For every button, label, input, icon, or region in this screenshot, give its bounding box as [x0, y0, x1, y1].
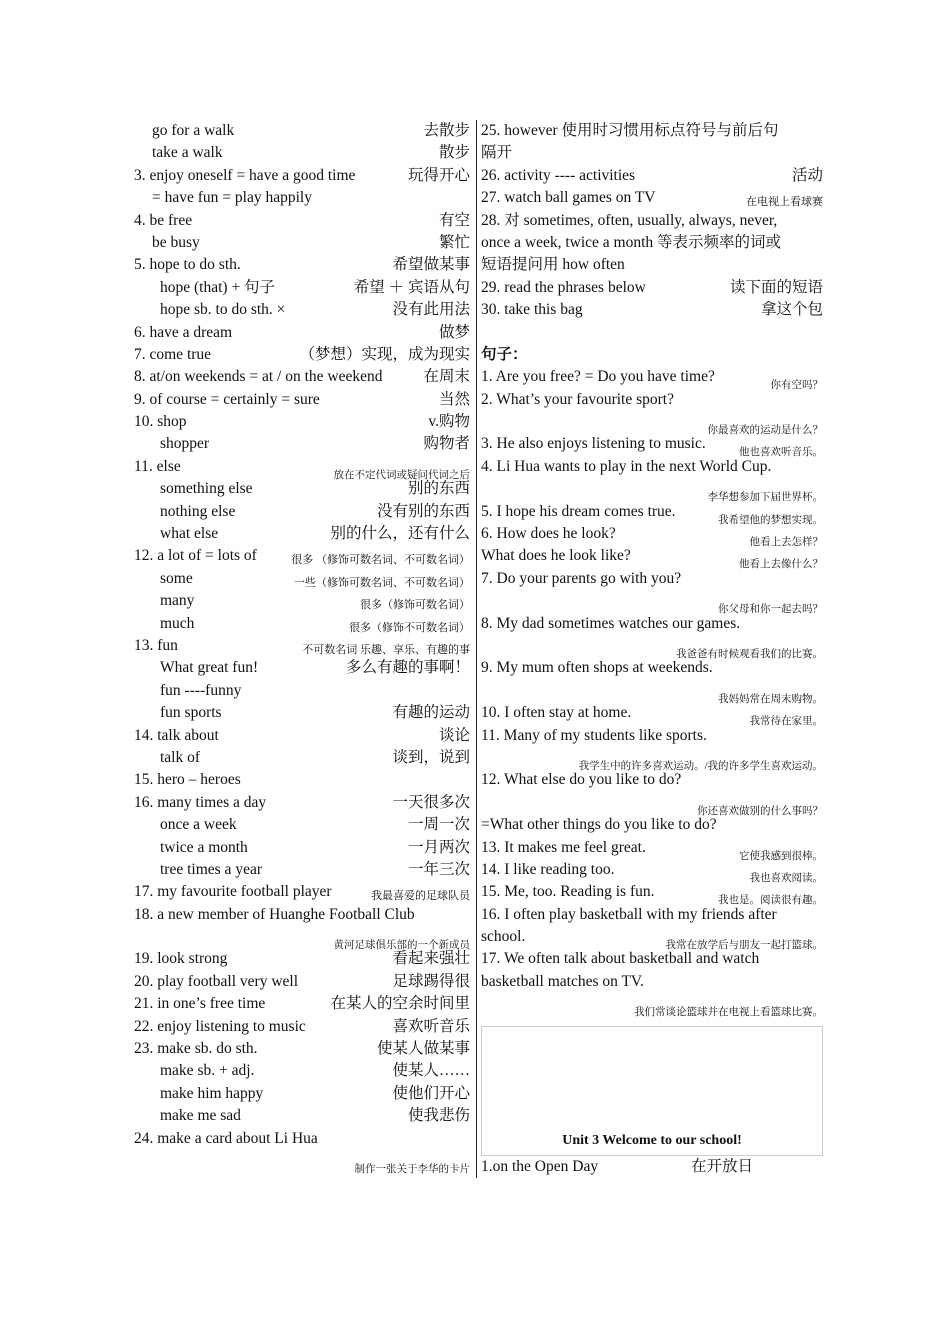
left-zh-text: 谈到，说到: [392, 748, 470, 766]
left-row: [134, 814, 470, 836]
left-row: [134, 344, 470, 366]
left-en-text: some: [160, 569, 193, 587]
left-en-text: 16. many times a day: [134, 793, 267, 811]
right-row: [481, 232, 823, 254]
left-en-text: twice a month: [160, 838, 248, 856]
right-en-text: 4. Li Hua wants to play in the next World Cup.: [481, 457, 772, 475]
right-zh-text: 我希望他的梦想实现。: [718, 514, 823, 526]
right-en-text: 6. How does he look?: [481, 525, 616, 543]
unit-title: Unit 3 Welcome to our school!: [562, 1132, 742, 1148]
left-en-text: 14. talk about: [134, 726, 219, 744]
left-zh-text: 做梦: [438, 323, 470, 341]
left-en-text: once a week: [160, 816, 237, 834]
left-en-text: make me sad: [160, 1107, 241, 1125]
right-zh-text: 你最喜欢的运动是什么？: [707, 425, 823, 437]
left-row: [134, 881, 470, 903]
left-en-text: 4. be free: [134, 211, 193, 229]
right-row: [481, 613, 823, 635]
left-zh-text: 看起来强壮: [392, 950, 470, 968]
left-row: [134, 657, 470, 679]
right-row: [481, 366, 823, 392]
left-zh-text: 没有此用法: [392, 301, 470, 319]
left-zh-text: （梦想）实现，成为现实: [299, 345, 470, 363]
left-zh-text: 制作一张关于李华的卡片: [354, 1163, 470, 1175]
right-row: [481, 210, 823, 232]
right-row: [481, 881, 823, 907]
left-row: [134, 254, 470, 276]
right-row: [481, 702, 823, 728]
right-zh-text: 它使我感到很棒。: [739, 850, 823, 862]
right-zh-text: 在电视上看球赛: [746, 196, 823, 209]
right-en-text: 隔开: [481, 144, 513, 162]
left-en-text: 8. at/on weekends = at / on the weekend: [134, 368, 383, 386]
right-en-text: basketball matches on TV.: [481, 972, 645, 990]
right-zh-text: 你有空吗？: [770, 380, 823, 392]
left-zh-text: 很多（修饰可数名词）: [360, 599, 470, 612]
left-en-text: 12. a lot of = lots of: [134, 547, 257, 565]
left-row: [134, 1083, 470, 1105]
left-en-text: something else: [160, 480, 253, 498]
left-en-text: 24. make a card about Li Hua: [134, 1129, 318, 1147]
left-zh-text: 有趣的运动: [392, 704, 470, 722]
left-en-text: make him happy: [160, 1084, 264, 1102]
right-zh-text: 你还喜欢做别的什么事吗？: [697, 805, 823, 817]
right-en-text: 16. I often play basketball with my friends after: [481, 905, 777, 923]
right-zh-text: 我学生中的许多喜欢运动。/我的许多学生喜欢运动。: [578, 760, 823, 772]
left-en-text: be busy: [152, 233, 200, 251]
right-row: [481, 635, 823, 660]
left-en-text: hope (that) + 句子: [160, 278, 276, 296]
left-en-text: 17. my favourite football player: [134, 883, 332, 901]
right-zh-text: 活动: [791, 166, 823, 184]
left-en-text: What great fun!: [160, 659, 259, 677]
left-en-text: talk of: [160, 748, 201, 766]
left-en-text: fun sports: [160, 704, 222, 722]
right-en-text: =What other things do you like to do?: [481, 816, 717, 834]
left-zh-text: 繁忙: [438, 233, 470, 251]
right-column: [476, 120, 823, 1178]
left-en-text: 7. come true: [134, 345, 212, 363]
left-row: [134, 142, 470, 164]
left-en-text: shopper: [160, 435, 210, 453]
right-en-text: 12. What else do you like to do?: [481, 771, 682, 789]
left-zh-text: 使某人……: [392, 1062, 470, 1080]
left-zh-text: 在某人的空余时间里: [330, 995, 470, 1013]
left-row: [134, 389, 470, 411]
right-row: [481, 523, 823, 549]
right-row: [481, 814, 823, 836]
left-zh-text: 很多 （修饰可数名词、不可数名词）: [291, 554, 470, 567]
right-en-text: 25. however 使用时习惯用标点符号与前后句: [481, 122, 779, 139]
right-row: [481, 254, 823, 276]
right-row: [481, 322, 823, 344]
left-en-text: 19. look strong: [134, 950, 228, 968]
right-zh-text: 他也喜欢听音乐。: [739, 447, 823, 459]
left-row: [134, 635, 470, 657]
left-en-text: 20. play football very well: [134, 972, 298, 990]
left-row: [134, 120, 470, 142]
left-en-text: 18. a new member of Huanghe Football Club: [134, 905, 415, 923]
left-row: [134, 456, 470, 481]
left-row: [134, 1150, 470, 1175]
right-row: [481, 725, 823, 747]
open-day-row: [481, 1156, 823, 1178]
right-row: [481, 142, 823, 164]
right-row: [481, 792, 823, 817]
right-en-text: 13. It makes me feel great.: [481, 838, 646, 856]
right-row: [481, 859, 823, 884]
left-zh-text: 黄河足球俱乐部的一个新成员: [333, 940, 470, 952]
open-day-zh: 在开放日: [690, 1157, 753, 1175]
right-row: [481, 680, 823, 705]
left-en-text: 15. hero – heroes: [134, 771, 241, 789]
left-zh-text: 一年三次: [407, 860, 470, 878]
right-row: [481, 478, 823, 504]
left-zh-text: 希望做某事: [392, 256, 470, 274]
left-zh-text: 使他们开心: [392, 1084, 470, 1102]
right-row: [481, 590, 823, 616]
left-row: [134, 411, 470, 433]
left-row: [134, 971, 470, 993]
left-row: [134, 210, 470, 232]
left-en-text: 9. of course = certainly = sure: [134, 390, 320, 408]
left-zh-text: 一周一次: [407, 816, 470, 834]
left-en-text: hope sb. to do sth. ×: [160, 301, 286, 319]
right-en-text: 27. watch ball games on TV: [481, 189, 656, 207]
left-row: [134, 568, 470, 590]
right-zh-text: 读下面的短语: [729, 278, 823, 296]
left-row: [134, 1038, 470, 1060]
left-en-text: many: [160, 592, 195, 610]
right-zh-text: 我常在放学后与朋友一起打篮球。: [665, 940, 823, 952]
left-row: [134, 613, 470, 635]
left-row: [134, 277, 470, 299]
left-zh-text: 一月两次: [407, 838, 470, 856]
left-en-text: tree times a year: [160, 860, 262, 878]
right-row: [481, 837, 823, 862]
right-zh-text: 我爸爸有时候观看我们的比赛。: [676, 648, 823, 660]
left-en-text: make sb. + adj.: [160, 1062, 255, 1080]
left-zh-text: 一天很多次: [392, 793, 470, 811]
left-zh-text: 玩得开心: [407, 166, 470, 184]
left-zh-text: 没有别的东西: [376, 502, 470, 520]
right-en-text: 26. activity ---- activities: [481, 166, 636, 184]
right-en-text: 8. My dad sometimes watches our games.: [481, 614, 741, 632]
left-row: [134, 948, 470, 970]
right-rows: [481, 120, 823, 1019]
left-row: [134, 366, 470, 388]
left-en-text: 6. have a dream: [134, 323, 233, 341]
left-en-text: = have fun = play happily: [152, 189, 312, 207]
right-en-text: 1. Are you free? = Do you have time?: [481, 368, 715, 386]
left-zh-text: 别的东西: [407, 480, 470, 498]
right-row: [481, 433, 823, 459]
left-en-text: nothing else: [160, 502, 236, 520]
left-zh-text: 当然: [438, 390, 470, 408]
left-row: [134, 792, 470, 814]
left-zh-text: 不可数名词 乐趣、享乐、有趣的事: [302, 643, 470, 656]
right-zh-text: 我常待在家里。: [749, 716, 823, 728]
right-en-text: 10. I often stay at home.: [481, 704, 632, 722]
right-zh-text: 我们常谈论篮球并在电视上看篮球比赛。: [634, 1007, 823, 1019]
right-zh-text: 我也是。阅读很有趣。: [718, 895, 823, 907]
left-en-text: 10. shop: [134, 413, 187, 431]
left-row: [134, 322, 470, 344]
right-en-text: 15. Me, too. Reading is fun.: [481, 883, 655, 901]
left-row: [134, 232, 470, 254]
right-row: [481, 568, 823, 590]
left-zh-text: 购物者: [423, 435, 470, 453]
left-en-text: 23. make sb. do sth.: [134, 1040, 258, 1058]
left-zh-text: 一些（修饰可数名词、不可数名词）: [294, 576, 470, 589]
right-en-text: 30. take this bag: [481, 301, 583, 319]
left-en-text: much: [160, 614, 195, 632]
left-row: [134, 1016, 470, 1038]
right-en-text: 7. Do your parents go with you?: [481, 569, 682, 587]
left-zh-text: 多么有趣的事啊！: [345, 659, 470, 677]
left-row: [134, 299, 470, 321]
left-row: [134, 747, 470, 769]
right-en-text: What does he look like?: [481, 547, 631, 565]
right-row: [481, 120, 823, 142]
right-en-text: 9. My mum often shops at weekends.: [481, 659, 713, 677]
left-en-text: fun ----funny: [160, 681, 242, 699]
right-row: [481, 747, 823, 772]
left-row: [134, 993, 470, 1015]
right-en-text: 3. He also enjoys listening to music.: [481, 435, 706, 453]
right-zh-text: 他看上去怎样？: [749, 537, 823, 549]
left-row: [134, 769, 470, 791]
left-row: [134, 859, 470, 881]
right-row: [481, 187, 823, 209]
left-en-text: 3. enjoy oneself = have a good time: [134, 166, 356, 184]
right-en-text: 29. read the phrases below: [481, 278, 646, 296]
right-en-text: 28. 对 sometimes, often, usually, always, never,: [481, 211, 778, 229]
right-row: [481, 456, 823, 478]
left-row: [134, 433, 470, 455]
right-zh-text: 他看上去像什么？: [739, 559, 823, 571]
left-zh-text: 别的什么，还有什么: [330, 525, 470, 543]
right-row: [481, 277, 823, 299]
left-zh-text: 谈论: [438, 726, 470, 744]
right-row: [481, 299, 823, 321]
left-en-text: 22. enjoy listening to music: [134, 1017, 306, 1035]
open-day-en: 1.on the Open Day: [481, 1157, 599, 1175]
left-en-text: 21. in one’s free time: [134, 995, 266, 1013]
right-row: [481, 971, 823, 993]
left-zh-text: 我最喜爱的足球队员: [371, 890, 470, 903]
unit-box: [481, 1026, 823, 1156]
left-row: [134, 590, 470, 612]
right-row: [481, 993, 823, 1019]
left-zh-text: 去散步: [423, 122, 470, 139]
left-column: [134, 120, 470, 1175]
left-row: [134, 501, 470, 523]
right-row: [481, 948, 823, 970]
right-en-text: 2. What’s your favourite sport?: [481, 390, 674, 408]
right-zh-text: 李华想参加下届世界杯。: [707, 492, 823, 504]
left-row: [134, 1105, 470, 1127]
left-zh-text: 足球踢得很: [392, 972, 470, 990]
left-en-text: 5. hope to do sth.: [134, 256, 241, 274]
right-en-text: 14. I like reading too.: [481, 860, 615, 878]
right-zh-text: 拿这个包: [760, 301, 823, 319]
left-row: [134, 1128, 470, 1150]
right-row: [481, 769, 823, 791]
right-zh-text: 你父母和你一起去吗？: [718, 604, 823, 616]
left-row: [134, 725, 470, 747]
left-zh-text: 散步: [438, 144, 470, 162]
right-en-text: once a week, twice a month 等表示频率的词或: [481, 233, 782, 251]
right-en-text: 17. We often talk about basketball and watch: [481, 950, 760, 968]
left-zh-text: 希望 ＋ 宾语从句: [353, 278, 470, 296]
left-row: [134, 165, 470, 187]
right-row: [481, 926, 823, 952]
left-en-text: take a walk: [152, 144, 223, 162]
right-zh-text: 我妈妈常在周末购物。: [718, 693, 823, 705]
left-en-text: 13. fun: [134, 636, 178, 654]
right-row: [481, 389, 823, 411]
left-zh-text: 有空: [438, 211, 470, 229]
left-zh-text: 很多（修饰不可数名词）: [349, 621, 470, 634]
right-zh-text: 我也喜欢阅读。: [749, 872, 823, 884]
left-zh-text: v.购物: [428, 413, 470, 431]
left-row: [134, 523, 470, 545]
left-en-text: 11. else: [134, 457, 181, 475]
left-row: [134, 187, 470, 209]
left-zh-text: 使某人做某事: [376, 1040, 470, 1058]
right-row: [481, 165, 823, 187]
left-row: [134, 837, 470, 859]
right-en-text: 11. Many of my students like sports.: [481, 726, 707, 744]
right-en-text: 句子：: [481, 345, 528, 363]
left-row: [134, 545, 470, 567]
left-zh-text: 放在不定代词或疑问代词之后: [333, 469, 470, 481]
right-row: [481, 904, 823, 926]
left-en-text: what else: [160, 525, 219, 543]
right-row: [481, 411, 823, 437]
left-zh-text: 使我悲伤: [407, 1107, 470, 1125]
right-row: [481, 501, 823, 526]
right-row: [481, 657, 823, 679]
right-en-text: 5. I hope his dream comes true.: [481, 502, 676, 520]
left-zh-text: 在周末: [423, 368, 470, 386]
right-row: [481, 545, 823, 571]
left-row: [134, 926, 470, 952]
left-zh-text: 喜欢听音乐: [392, 1017, 470, 1035]
right-row: [481, 344, 823, 366]
left-row: [134, 478, 470, 500]
left-row: [134, 904, 470, 926]
left-row: [134, 1060, 470, 1082]
left-row: [134, 702, 470, 724]
left-en-text: go for a walk: [152, 122, 235, 139]
right-en-text: 短语提问用 how often: [481, 256, 625, 274]
right-en-text: school.: [481, 928, 526, 946]
left-row: [134, 680, 470, 702]
